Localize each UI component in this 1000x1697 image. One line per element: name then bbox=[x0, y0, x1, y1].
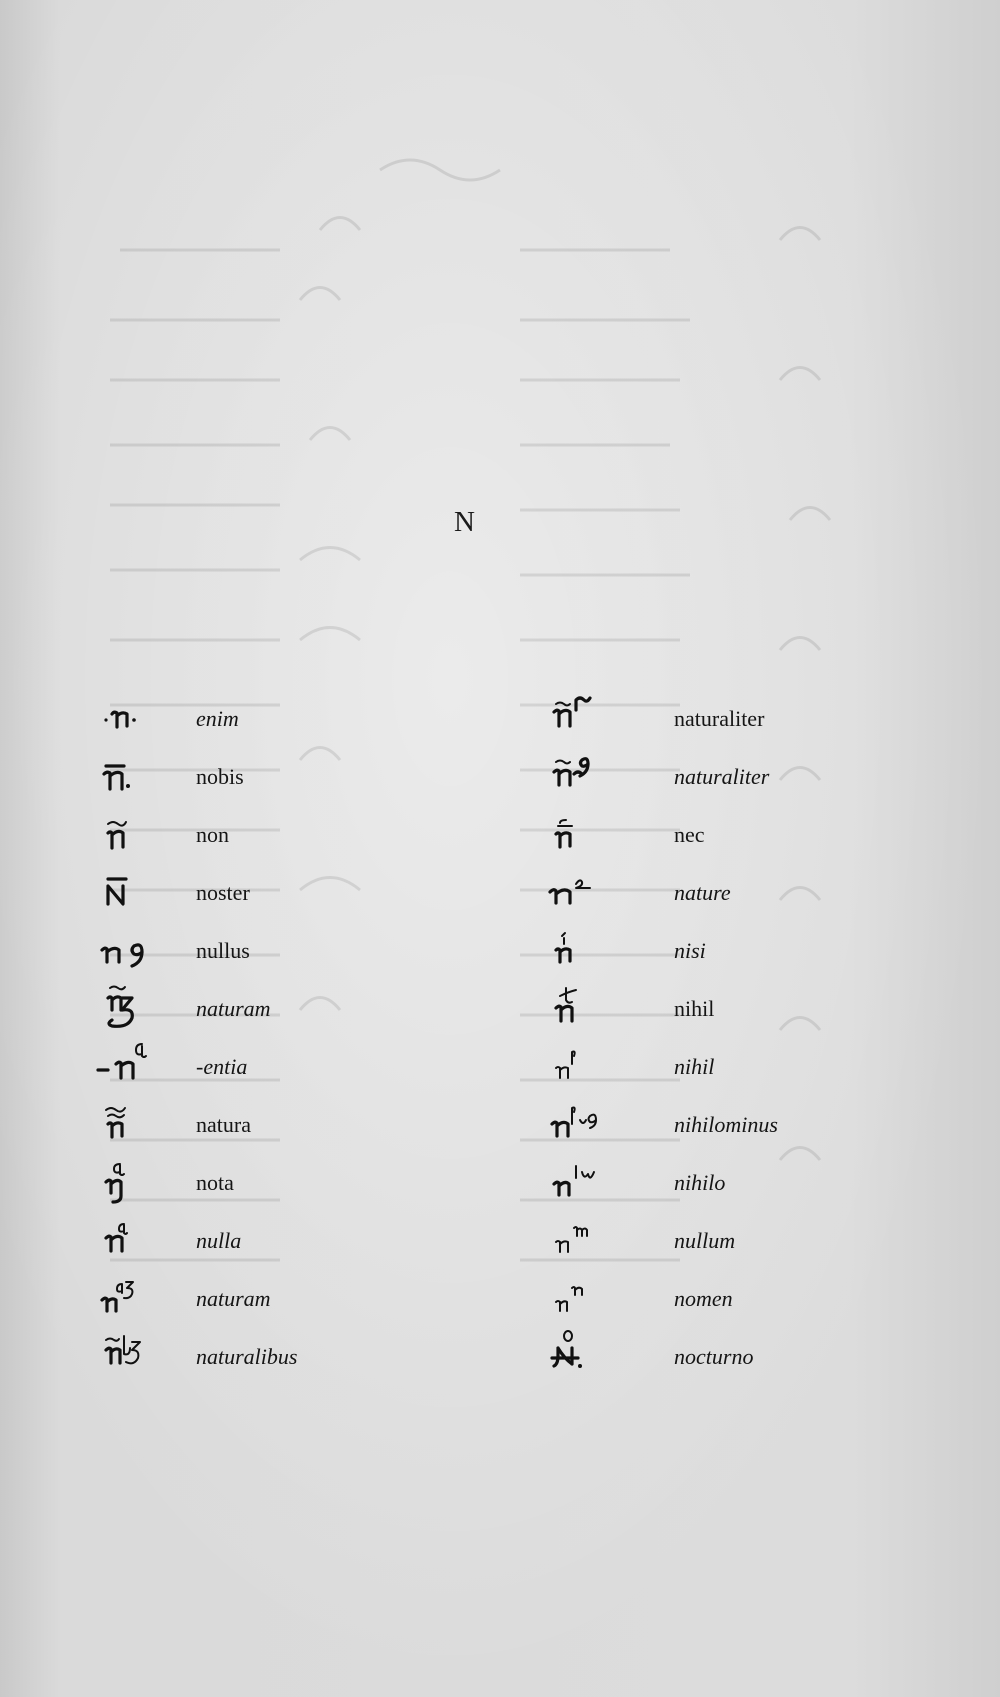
expansion-word: nec bbox=[674, 822, 705, 847]
list-item bbox=[544, 748, 884, 806]
expansion-word: -entia bbox=[196, 1054, 248, 1079]
expansion-word: nihilominus bbox=[674, 1112, 778, 1137]
expansion-word: natura bbox=[196, 1112, 251, 1137]
n-lo-glyph-icon bbox=[544, 1154, 640, 1212]
list-item bbox=[96, 922, 436, 980]
list-item bbox=[544, 1270, 884, 1328]
n-a-glyph-icon bbox=[96, 1212, 192, 1270]
expansion-word: nullum bbox=[674, 1228, 736, 1253]
list-item bbox=[544, 922, 884, 980]
n-c-glyph-icon bbox=[544, 806, 640, 864]
expansion-word: nomen bbox=[674, 1286, 733, 1311]
n-e-glyph-icon bbox=[544, 864, 640, 922]
list-item bbox=[96, 806, 436, 864]
n-n-glyph-icon bbox=[544, 1270, 640, 1328]
n-m-glyph-icon bbox=[544, 1212, 640, 1270]
expansion-word: nisi bbox=[674, 938, 706, 963]
expansion-word: nulla bbox=[196, 1228, 242, 1253]
list-item bbox=[96, 1038, 436, 1096]
list-item bbox=[96, 1154, 436, 1212]
expansion-word: naturalibus bbox=[196, 1344, 298, 1369]
n-az-glyph-icon bbox=[96, 1270, 192, 1328]
list-item bbox=[544, 864, 884, 922]
n-macron-dot-glyph-icon bbox=[96, 748, 192, 806]
expansion-word: naturaliter bbox=[674, 764, 770, 789]
list-item bbox=[544, 1328, 884, 1386]
expansion-word: enim bbox=[196, 706, 239, 731]
n-dot-glyph-icon bbox=[96, 690, 192, 748]
list-item bbox=[96, 690, 436, 748]
list-item bbox=[96, 1328, 436, 1386]
list-item bbox=[544, 1096, 884, 1154]
n-l-glyph-icon bbox=[544, 1038, 640, 1096]
expansion-word: nihil bbox=[674, 1054, 715, 1079]
n-bz-glyph-icon bbox=[96, 1328, 192, 1386]
list-item bbox=[96, 864, 436, 922]
N-o-glyph-icon bbox=[544, 1328, 640, 1386]
n-i-glyph-icon bbox=[544, 922, 640, 980]
n-a-glyph-icon bbox=[96, 1154, 192, 1212]
list-item bbox=[544, 1038, 884, 1096]
n-l-o-us-glyph-icon bbox=[544, 1096, 640, 1154]
expansion-word: naturaliter bbox=[674, 706, 765, 731]
expansion-word: non bbox=[196, 822, 229, 847]
n-t-glyph-icon bbox=[544, 980, 640, 1038]
list-item bbox=[96, 748, 436, 806]
list-item bbox=[544, 690, 884, 748]
expansion-word: nihilo bbox=[674, 1170, 726, 1195]
section-letter-heading: N bbox=[454, 506, 476, 538]
n-us-glyph-icon bbox=[96, 922, 192, 980]
expansion-word: naturam bbox=[196, 1286, 271, 1311]
list-item bbox=[544, 1154, 884, 1212]
N-macron-glyph-icon bbox=[96, 864, 192, 922]
list-item bbox=[96, 1270, 436, 1328]
n-tilde-z-glyph-icon bbox=[96, 980, 192, 1038]
expansion-word: nota bbox=[196, 1170, 234, 1195]
n-r-glyph-icon bbox=[544, 690, 640, 748]
list-item bbox=[544, 1212, 884, 1270]
expansion-word: naturam bbox=[196, 996, 271, 1021]
expansion-word: nocturno bbox=[674, 1344, 754, 1369]
expansion-word: nobis bbox=[196, 764, 244, 789]
list-item bbox=[544, 980, 884, 1038]
expansion-word: nihil bbox=[674, 996, 715, 1021]
list-item bbox=[544, 806, 884, 864]
list-item bbox=[96, 1212, 436, 1270]
n-tilde-glyph-icon bbox=[96, 806, 192, 864]
list-item bbox=[96, 1096, 436, 1154]
list-item bbox=[96, 980, 436, 1038]
expansion-word: noster bbox=[196, 880, 250, 905]
expansion-word: nature bbox=[674, 880, 731, 905]
expansion-word: nullus bbox=[196, 938, 250, 963]
n-r-us-glyph-icon bbox=[544, 748, 640, 806]
n-tilde-glyph-icon bbox=[96, 1096, 192, 1154]
dash-n-a-glyph-icon bbox=[96, 1038, 192, 1096]
